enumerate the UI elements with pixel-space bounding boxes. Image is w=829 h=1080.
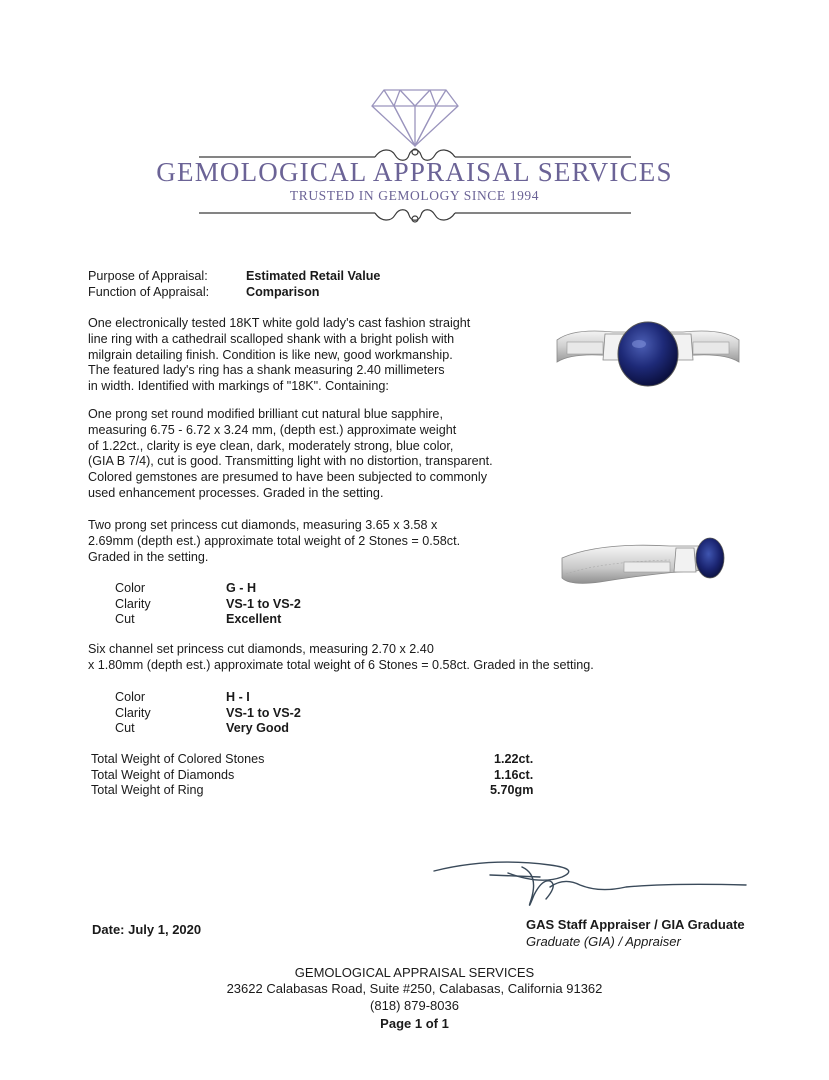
- channel-line: Six channel set princess cut diamonds, measuring 2.70 x 2.40: [88, 642, 434, 656]
- channel-clarity-label: Clarity: [115, 706, 151, 720]
- description-line: in width. Identified with markings of "18K". Containing:: [88, 379, 389, 394]
- channel-cut-label: Cut: [115, 721, 135, 735]
- princess-line: Two prong set princess cut diamonds, measuring 3.65 x 3.58 x: [88, 518, 438, 532]
- ring-description: [88, 316, 538, 395]
- total-diamonds-value: 1.16ct.: [494, 768, 534, 782]
- diamond-icon: [370, 86, 460, 148]
- total-diamonds-label: Total Weight of Diamonds: [91, 768, 235, 782]
- total-ring-weight-label: Total Weight of Ring: [91, 783, 204, 797]
- description-line: One electronically tested 18KT white gold lady's cast fashion straight: [88, 316, 471, 330]
- princess-color-label: Color: [115, 581, 146, 595]
- description-line: milgrain detailing finish. Condition is like new, good workmanship.: [88, 347, 453, 362]
- channel-line: x 1.80mm (depth est.) approximate total weight of 6 Stones = 0.58ct. Graded in the setting.: [88, 657, 594, 672]
- sapphire-line: (GIA B 7/4), cut is good. Transmitting light with no distortion, transparent.: [88, 454, 493, 469]
- channel-cut-value: Very Good: [226, 721, 289, 735]
- appraiser-subtitle: Graduate (GIA) / Appraiser: [526, 934, 681, 949]
- description-line: line ring with a cathedrail scalloped shank with a bright polish with: [88, 331, 455, 346]
- tagline: TRUSTED IN GEMOLOGY SINCE 1994: [289, 188, 540, 203]
- princess-clarity-label: Clarity: [115, 597, 151, 611]
- princess-color-value: G - H: [226, 581, 257, 595]
- channel-color-label: Color: [115, 690, 146, 704]
- appraiser-signature: [430, 855, 750, 915]
- princess-line: Graded in the setting.: [88, 549, 209, 564]
- purpose-label: Purpose of Appraisal:: [88, 269, 208, 283]
- footer-company-name: GEMOLOGICAL APPRAISAL SERVICES: [294, 965, 535, 980]
- footer-phone: (818) 879-8036: [370, 998, 459, 1013]
- channel-color-value: H - I: [226, 690, 250, 704]
- princess-cut-label: Cut: [115, 612, 135, 626]
- sapphire-line: Colored gemstones are presumed to have been subjected to commonly: [88, 470, 488, 485]
- sapphire-line: measuring 6.75 - 6.72 x 3.24 mm, (depth est.) approximate weight: [88, 422, 457, 437]
- ring-photo-top: [553, 310, 743, 400]
- princess-clarity-value: VS-1 to VS-2: [226, 597, 301, 611]
- bottom-ornament-rule: [195, 204, 635, 226]
- footer-address: 23622 Calabasas Road, Suite #250, Calabasas, California 91362: [226, 981, 603, 996]
- page-number: Page 1 of 1: [380, 1016, 449, 1031]
- ring-photo-side: [560, 522, 725, 597]
- org-name: GEMOLOGICAL APPRAISAL SERVICES: [156, 157, 673, 187]
- appraiser-title: GAS Staff Appraiser / GIA Graduate: [526, 917, 745, 932]
- sapphire-line: used enhancement processes. Graded in the setting.: [88, 485, 384, 500]
- sapphire-line: One prong set round modified brilliant cut natural blue sapphire,: [88, 407, 443, 421]
- total-ring-weight-value: 5.70gm: [490, 783, 534, 797]
- princess-cut-value: Excellent: [226, 612, 282, 626]
- appraisal-date: Date: July 1, 2020: [92, 922, 202, 937]
- function-label: Function of Appraisal:: [88, 285, 210, 299]
- description-line: The featured lady's ring has a shank measuring 2.40 millimeters: [88, 363, 445, 378]
- total-colored-stones-value: 1.22ct.: [494, 752, 534, 766]
- princess-description: [88, 518, 538, 565]
- channel-description: [88, 642, 648, 674]
- princess-line: 2.69mm (depth est.) approximate total weight of 2 Stones = 0.58ct.: [88, 533, 461, 548]
- channel-clarity-value: VS-1 to VS-2: [226, 706, 301, 720]
- function-value: Comparison: [246, 285, 320, 299]
- sapphire-description: [88, 407, 648, 502]
- total-colored-stones-label: Total Weight of Colored Stones: [91, 752, 265, 766]
- sapphire-line: of 1.22ct., clarity is eye clean, dark, moderately strong, blue color,: [88, 438, 454, 453]
- purpose-value: Estimated Retail Value: [246, 269, 381, 283]
